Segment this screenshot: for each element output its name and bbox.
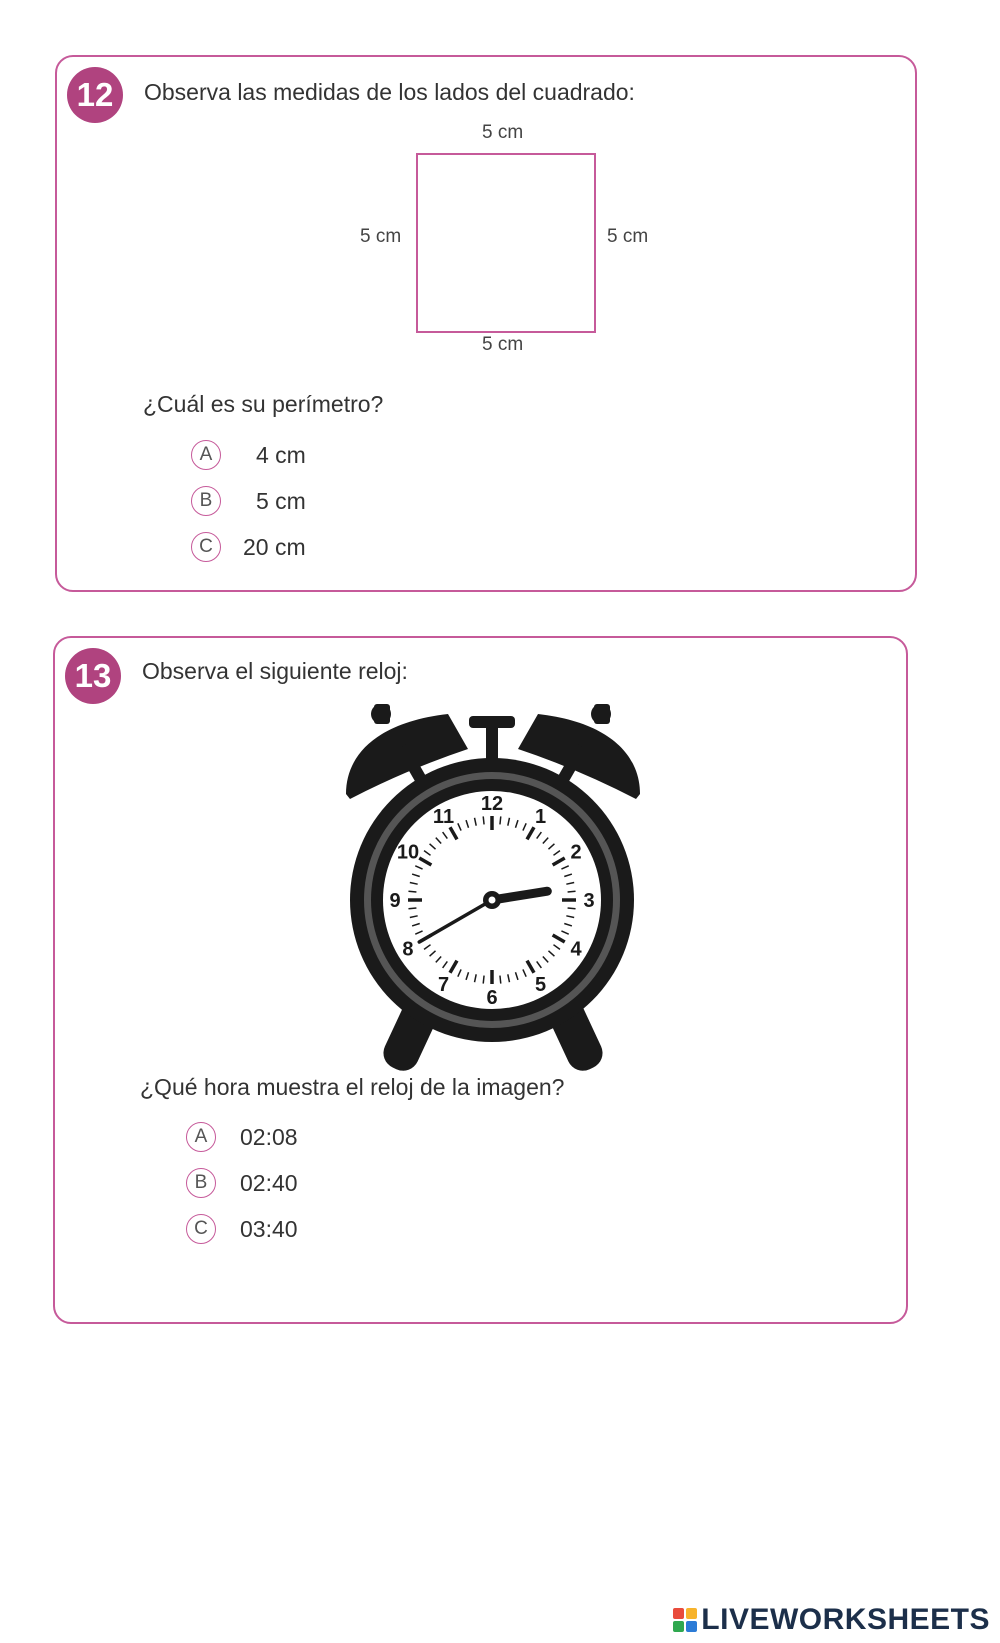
liveworksheets-logo[interactable] [673, 1603, 990, 1637]
option-c[interactable] [191, 530, 391, 564]
clock-number: 2 [570, 841, 582, 864]
minute-tick [408, 891, 416, 892]
logo-tile [686, 1621, 697, 1632]
option-text: 4 cm [256, 441, 306, 468]
option-c[interactable] [186, 1212, 386, 1246]
option-letter-circle: C [186, 1214, 216, 1244]
clock-center-dot [489, 897, 496, 904]
minute-tick [483, 816, 484, 824]
clock-number: 1 [534, 805, 547, 828]
square-side-left-label: 5 cm [360, 226, 402, 247]
option-a[interactable] [186, 1120, 386, 1154]
option-text: 02:08 [240, 1123, 298, 1150]
square-side-bottom-label: 5 cm [482, 334, 524, 355]
clock-number: 10 [396, 841, 420, 864]
clock-number: 6 [486, 987, 498, 1009]
question-text: ¿Qué hora muestra el reloj de la imagen? [140, 1074, 565, 1100]
logo-tile [686, 1608, 697, 1619]
square-side-top-label: 5 cm [482, 122, 524, 143]
minute-tick [483, 976, 484, 984]
clock-number: 12 [480, 793, 504, 815]
question-12-card [55, 55, 917, 592]
question-number-badge: 13 [65, 648, 121, 704]
option-text: 03:40 [240, 1215, 298, 1242]
option-letter-circle: B [191, 486, 221, 516]
option-text: 02:40 [240, 1169, 298, 1196]
option-text: 20 cm [243, 533, 306, 560]
clock-number: 3 [583, 890, 595, 912]
option-b[interactable] [191, 484, 391, 518]
logo-text: LIVEWORKSHEETS [701, 1603, 990, 1636]
question-text: ¿Cuál es su perímetro? [143, 391, 384, 417]
square-side-right-label: 5 cm [607, 226, 649, 247]
option-letter-circle: A [191, 440, 221, 470]
option-letter-circle: C [191, 532, 221, 562]
question-13-card [53, 636, 908, 1324]
alarm-clock-icon [338, 694, 648, 1084]
option-b[interactable] [186, 1166, 386, 1200]
clock-number: 4 [570, 938, 582, 961]
minute-tick [500, 976, 501, 984]
logo-tile [673, 1621, 684, 1632]
question-number-badge: 12 [67, 67, 123, 123]
question-prompt: Observa las medidas de los lados del cuadrado: [144, 79, 635, 105]
question-prompt: Observa el siguiente reloj: [142, 658, 408, 684]
logo-tile [673, 1608, 684, 1619]
minute-tick [408, 908, 416, 909]
option-a[interactable] [191, 438, 391, 472]
clock-number: 11 [432, 805, 455, 828]
clock-number: 8 [402, 938, 414, 961]
clock-number: 9 [389, 890, 401, 912]
option-letter-circle: B [186, 1168, 216, 1198]
option-text: 5 cm [256, 487, 306, 514]
clock-number: 7 [437, 974, 450, 997]
liveworksheets-icon [673, 1608, 697, 1632]
minute-tick [500, 816, 501, 824]
minute-tick [568, 891, 576, 892]
minute-tick [568, 908, 576, 909]
clock-number: 5 [534, 974, 547, 997]
square-figure [416, 153, 596, 333]
option-letter-circle: A [186, 1122, 216, 1152]
